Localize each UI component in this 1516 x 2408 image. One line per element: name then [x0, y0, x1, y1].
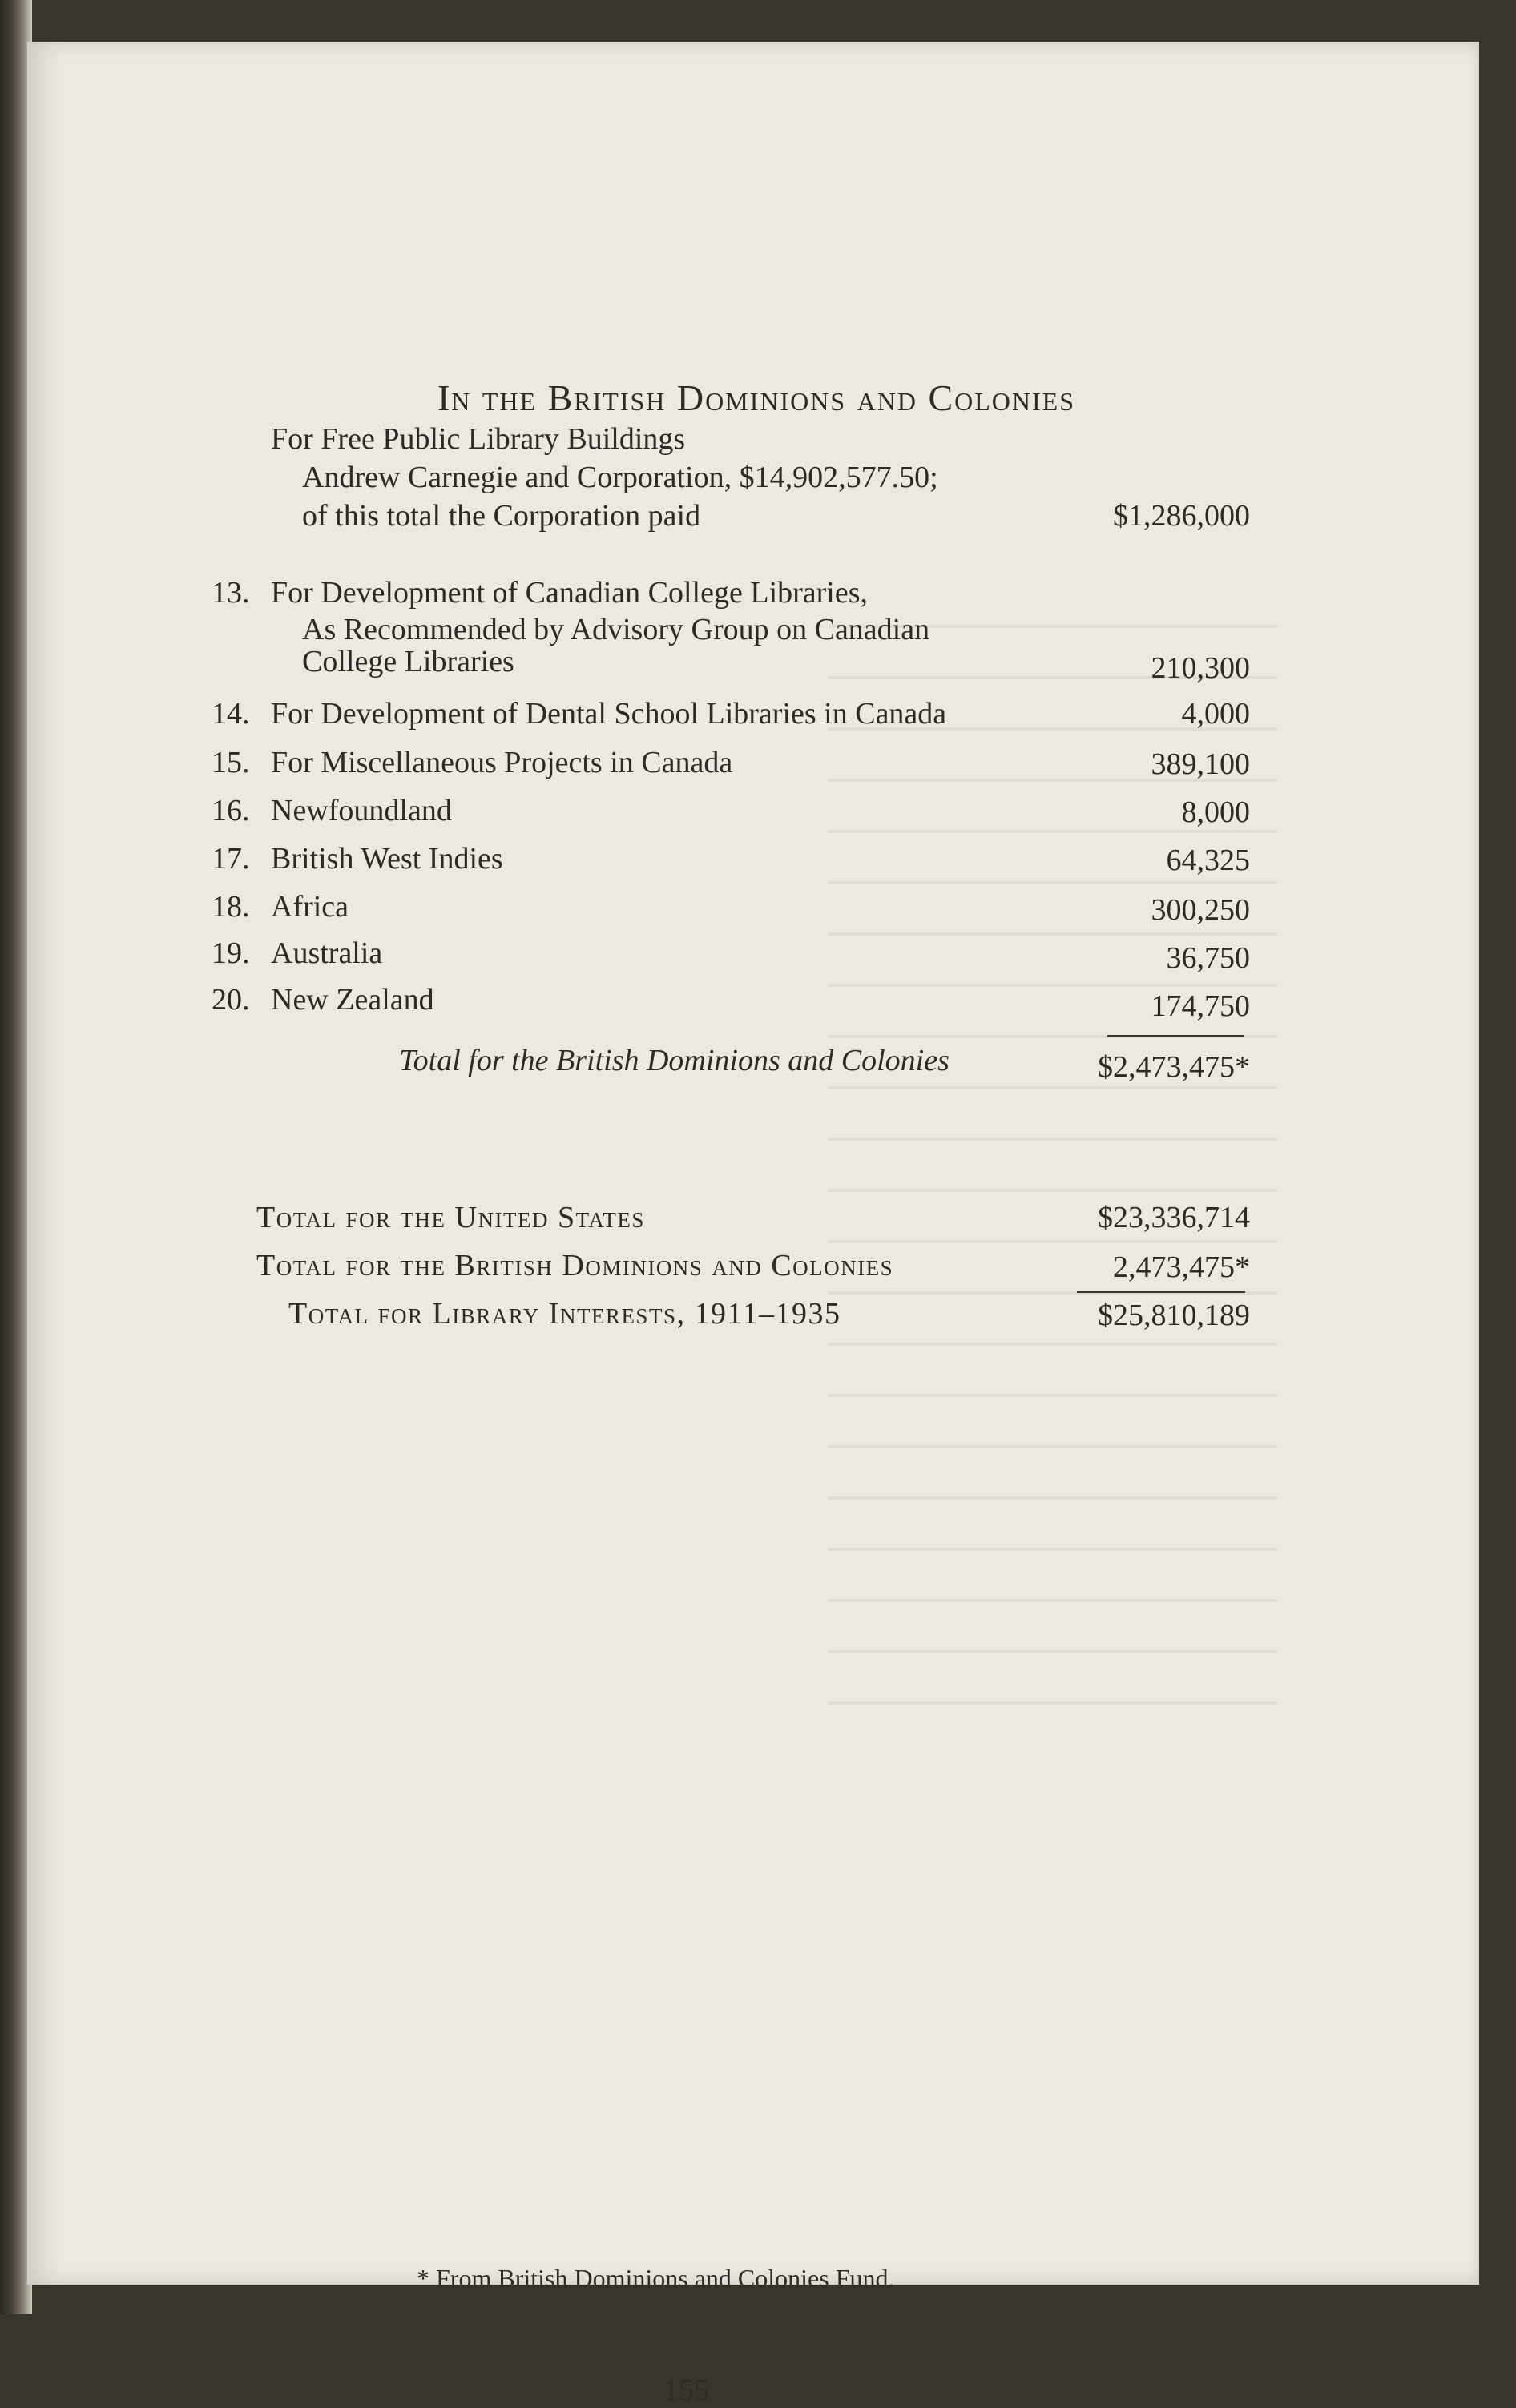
summary-grand-total-label: Total for Library Interests, 1911–1935	[288, 1297, 841, 1331]
item-19-label: Australia	[271, 936, 383, 970]
item-number-13: 13.	[212, 576, 250, 610]
amount-total-dominions: $2,473,475*	[1098, 1050, 1250, 1084]
item-number-18: 18.	[212, 890, 250, 924]
entry-free-library-title: For Free Public Library Buildings	[271, 422, 686, 456]
amount-14: 4,000	[1181, 697, 1250, 731]
item-15-label: For Miscellaneous Projects in Canada	[271, 746, 733, 779]
amount-20: 174,750	[1151, 989, 1250, 1023]
document-page	[27, 42, 1479, 2285]
amount-18: 300,250	[1151, 893, 1250, 927]
item-13-line1: For Development of Canadian College Libraries,	[271, 576, 869, 610]
amount-15: 389,100	[1151, 747, 1250, 781]
amount-13: 210,300	[1151, 651, 1250, 685]
section-heading: In the British Dominions and Colonies	[437, 377, 1076, 418]
item-14-label: For Development of Dental School Libraries in Canada	[271, 697, 947, 731]
amount-buildings: $1,286,000	[1113, 499, 1250, 533]
item-number-16: 16.	[212, 794, 250, 827]
total-dominions-label: Total for the British Dominions and Colonies	[399, 1044, 950, 1077]
item-number-20: 20.	[212, 983, 250, 1017]
amount-grand-total: $25,810,189	[1098, 1299, 1250, 1332]
entry-free-library-line2: Andrew Carnegie and Corporation, $14,902,577.50;	[302, 461, 938, 494]
amount-19: 36,750	[1166, 941, 1250, 975]
footnote: * From British Dominions and Colonies Fund.	[417, 2264, 895, 2293]
amount-17: 64,325	[1166, 844, 1250, 877]
item-number-15: 15.	[212, 746, 250, 779]
summary-total-us-label: Total for the United States	[256, 1201, 645, 1234]
item-number-19: 19.	[212, 936, 250, 970]
subtotal-rule	[1107, 1035, 1244, 1037]
amount-total-us: $23,336,714	[1098, 1201, 1250, 1234]
amount-16: 8,000	[1181, 795, 1250, 829]
entry-free-library-line3: of this total the Corporation paid	[302, 499, 701, 533]
page-number: 155	[663, 2374, 709, 2407]
item-number-17: 17.	[212, 842, 250, 876]
summary-total-bdc-label: Total for the British Dominions and Colonies	[256, 1249, 894, 1283]
amount-total-bdc: 2,473,475*	[1113, 1250, 1250, 1284]
item-16-label: Newfoundland	[271, 794, 452, 827]
item-13-line2: As Recommended by Advisory Group on Canadian	[302, 613, 930, 646]
item-13-line3: College Libraries	[302, 645, 514, 679]
item-17-label: British West Indies	[271, 842, 503, 876]
item-20-label: New Zealand	[271, 983, 434, 1017]
item-number-14: 14.	[212, 697, 250, 731]
item-18-label: Africa	[271, 890, 349, 924]
grand-total-rule	[1077, 1291, 1245, 1293]
amount-column	[1069, 42, 1250, 2356]
